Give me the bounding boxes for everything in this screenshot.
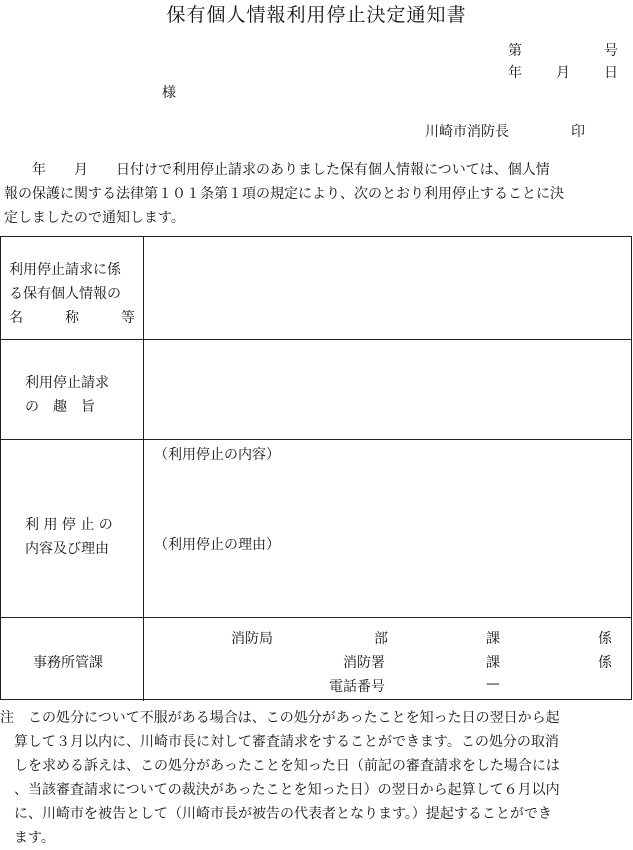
fire-station-label: 消防署: [343, 655, 385, 671]
note-line: に、川崎市を被告として（川崎市長が被告の代表者となります。）提起することができ: [0, 806, 552, 822]
label-line: 内容及び理由: [25, 541, 109, 557]
content-heading: （利用停止の内容）: [154, 447, 280, 463]
row-label: [1, 237, 144, 339]
body-paragraph: [4, 158, 632, 230]
label-line: 事務所管課: [33, 655, 103, 671]
date-month: 月: [556, 65, 570, 81]
label-line: 利 用 停 止 の: [25, 517, 113, 533]
table-row-content-reason: [1, 440, 631, 618]
label-line: 利用停止請求: [25, 375, 109, 391]
body-line: 定しましたので通知します。: [4, 210, 185, 226]
phone-label: 電話番号: [329, 679, 385, 695]
decision-table: [0, 236, 632, 700]
document-title: 保有個人情報利用停止決定通知書: [166, 4, 467, 26]
number-suffix: 号: [604, 43, 618, 59]
subsection-label: 係: [598, 631, 612, 647]
date-year: 年: [508, 65, 522, 81]
note-line: しを求める訴えは、この処分があったことを知った日（前記の審査請求をした場合には: [0, 758, 560, 774]
table-row-target-info: [1, 237, 631, 340]
office-value: [144, 618, 631, 701]
section-label: 課: [486, 655, 500, 671]
addressee-suffix: 様: [162, 85, 176, 101]
seal-mark: 印: [571, 124, 585, 140]
reason-heading: （利用停止の理由）: [154, 537, 280, 553]
fire-bureau-label: 消防局: [231, 631, 273, 647]
note-line: ます。: [0, 830, 55, 846]
row-label: [1, 340, 144, 439]
note-line: 算して３月以内に、川崎市長に対して審査請求をすることができます。この処分の取消: [0, 734, 559, 750]
row-label: [1, 618, 144, 701]
note-line: 注 この処分について不服がある場合は、この処分があったことを知った日の翌日から起: [0, 710, 560, 726]
body-line: 年 月 日付けで利用停止請求のありました保有個人情報については、個人情: [4, 162, 550, 178]
sender-name: 川崎市消防長: [425, 124, 509, 140]
content-reason-value[interactable]: [144, 440, 631, 617]
label-line: 利用停止請求に係: [9, 262, 121, 278]
date-day: 日: [604, 65, 618, 81]
row-label: [1, 440, 144, 617]
department-label: 部: [374, 631, 388, 647]
table-row-purpose: [1, 340, 631, 440]
label-line: の 趣 旨: [25, 399, 95, 415]
note-line: 、当該審査請求についての裁決があったことを知った日）の翌日から起算して６月以内: [0, 782, 560, 798]
body-line: 報の保護に関する法律第１０１条第１項の規定により、次のとおり利用停止することに決: [4, 186, 564, 202]
label-line: 名 称 等: [9, 310, 135, 326]
purpose-value[interactable]: [144, 340, 631, 439]
section-label: 課: [486, 631, 500, 647]
number-prefix: 第: [508, 43, 522, 59]
phone-value: —: [486, 676, 500, 692]
target-info-value[interactable]: [144, 237, 631, 339]
table-row-office: [1, 618, 631, 701]
subsection-label: 係: [598, 655, 612, 671]
appeal-note: [0, 706, 633, 850]
label-line: る保有個人情報の: [9, 286, 121, 302]
